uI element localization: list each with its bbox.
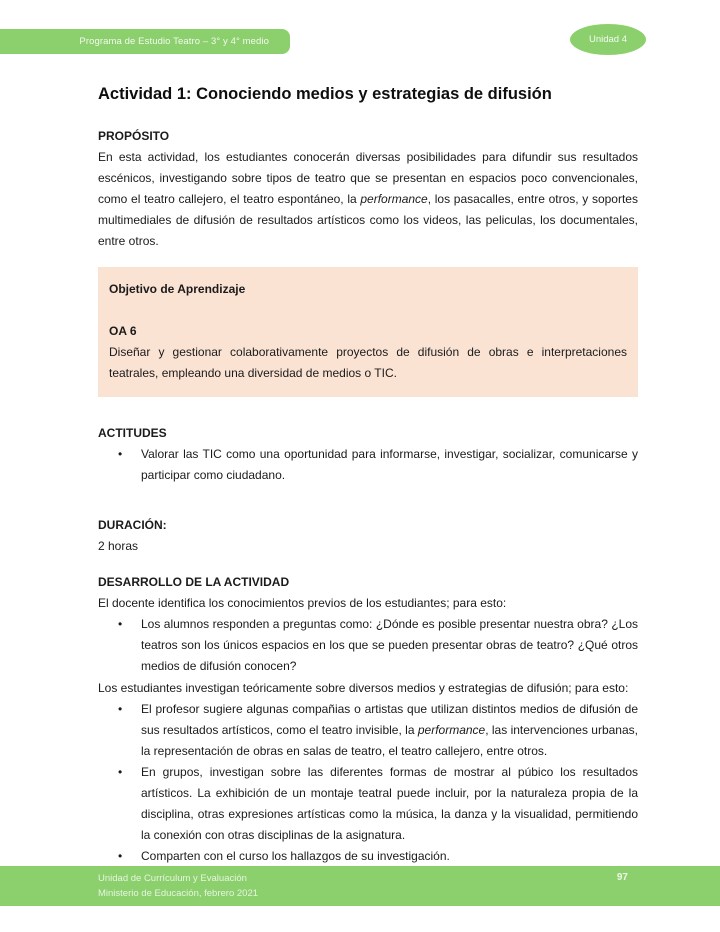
desarrollo-step2-bullet3 (98, 846, 638, 867)
program-title-badge (0, 29, 290, 54)
duracion-value: 2 horas (98, 539, 139, 553)
actitudes-bullet-text: Valorar las TIC como una oportunidad para informarse, investigar, socializar, comunicarse y participar como ciudadano. (141, 447, 638, 482)
bullet-icon: • (118, 765, 123, 779)
proposito-text-pre: En esta actividad, los estudiantes conocerán diversas posibilidades para difundir sus resultados escénicos, investigando sobre tipos de teatro que se presentan en espacios poco convencionales, como el teatro callejero, el teatro espontáneo, la (98, 150, 638, 206)
bullet-icon: • (118, 617, 123, 631)
desarrollo-step1-bullet-text: Los alumnos responden a preguntas como: ¿Dónde es posible presentar nuestra obra? ¿Los teatros son los únicos espacios en los que se pueden presentar obras de teatro? ¿Qué otros medios de difusión conocen? (141, 617, 638, 673)
footer-line2: Ministerio de Educación, febrero 2021 (98, 888, 259, 899)
page-content (98, 84, 638, 867)
objetivo-heading: Objetivo de Aprendizaje (109, 282, 246, 296)
oa-text: Diseñar y gestionar colaborativamente proyectos de difusión de obras e interpretaciones teatrales, empleando una diversidad de medios o TIC. (109, 345, 627, 380)
duracion-heading: DURACIÓN: (98, 518, 167, 532)
desarrollo-step2-bullet2-text: En grupos, investigan sobre las diferentes formas de mostrar al púbico los resultados artísticos. La exhibición de un montaje teatral puede incluir, por la naturaleza propia de la disciplina, otras expresiones artísticas como la música, la danza y la visualidad, permitiendo la conexión con otras disciplinas de la asignatura. (141, 765, 638, 842)
footer-publisher (98, 871, 258, 901)
actitudes-heading: ACTITUDES (98, 426, 167, 440)
bullet-icon: • (118, 447, 123, 461)
page-number: 97 (616, 872, 628, 883)
desarrollo-step2-bullet1 (98, 699, 638, 762)
bullet1-text-italic: performance (417, 723, 486, 737)
desarrollo-step1-bullet (98, 614, 638, 677)
bullet-icon: • (118, 702, 123, 716)
section-actitudes (98, 423, 638, 486)
desarrollo-step2-bullet1-text (141, 699, 638, 762)
proposito-heading: PROPÓSITO (98, 129, 170, 143)
activity-title: Actividad 1: Conociendo medios y estrategias de difusión (98, 85, 552, 103)
desarrollo-step2 (98, 678, 638, 867)
section-proposito (98, 126, 638, 252)
desarrollo-step1-intro: El docente identifica los conocimientos previos de los estudiantes; para esto: (98, 596, 507, 610)
proposito-paragraph (98, 147, 638, 252)
program-title-label: Programa de Estudio Teatro – 3° y 4° medio (79, 36, 269, 47)
actitudes-bullet-item (98, 444, 638, 486)
bullet-icon: • (118, 849, 123, 863)
section-duracion (98, 515, 638, 557)
proposito-text-italic: performance (360, 192, 428, 206)
oa-code: OA 6 (109, 324, 137, 338)
unit-badge (570, 24, 646, 55)
desarrollo-step2-bullet3-text: Comparten con el curso los hallazgos de su investigación. (141, 849, 450, 863)
bullet1-text-post: , las intervenciones urbanas, la representación de obras en salas de teatro, el teatro callejero, entre otros. (141, 723, 638, 758)
desarrollo-heading: DESARROLLO DE LA ACTIVIDAD (98, 575, 290, 589)
objetivo-aprendizaje-box (98, 267, 638, 397)
proposito-text-post: , los pasacalles, entre otros, y soportes multimediales de difusión de resultados artísticos como los videos, las peliculas, los documentales, entre otros. (98, 192, 638, 248)
section-desarrollo (98, 572, 638, 867)
page-footer (0, 866, 720, 906)
desarrollo-step2-intro: Los estudiantes investigan teóricamente sobre diversos medios y estrategias de difusión; para esto: (98, 681, 629, 695)
footer-line1: Unidad de Currículum y Evaluación (98, 873, 247, 884)
unit-badge-label: Unidad 4 (588, 34, 628, 45)
bullet1-text-pre: El profesor sugiere algunas compañias o artistas que utilizan distintos medios de difusión de sus resultados artísticos, como el teatro invisible, la (141, 702, 638, 737)
desarrollo-step2-bullet2 (98, 762, 638, 846)
